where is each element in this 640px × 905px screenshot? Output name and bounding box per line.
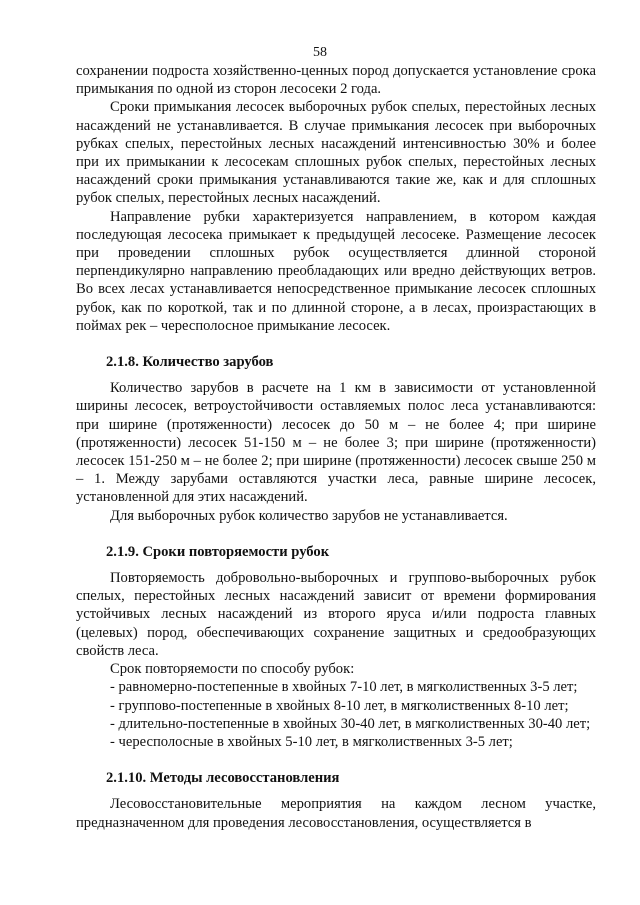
paragraph-repeatability: Повторяемость добровольно-выборочных и группово-выборочных рубок спелых, перестойных лесных насаждений зависит от времени формирования устойчивых лесных насаждений из второго яруса и/или подроста главных (целевых) пород, обеспечивающих сохранение защитных и средообразующих свойств леса. (76, 570, 596, 659)
paragraph-cuts-count: Количество зарубов в расчете на 1 км в зависимости от установленной ширины лесосек, ветроустойчивости оставляемых полос леса устанавливаются: при ширине (протяженности) лесосек до 50 м – не более 4; при ширине (протяженности) лесосек 51-150 м – не более 3; при ширине (протяженности) лесосек 151-250 м – не более 2; при ширине (протяженности) лесосек свыше 250 м – 1. Между зарубами оставляются участки леса, равные ширине лесосек, установленной для этих насаждений. (76, 380, 596, 506)
list-item: - длительно-постепенные в хвойных 30-40 лет, в мягколиственных 30-40 лет; (110, 715, 591, 732)
paragraph-reforestation: Лесовосстановительные мероприятия на каждом лесном участке, предназначенном для проведения лесовосстановления, осуществляется в (76, 796, 596, 831)
paragraph-repeat-by-method: Срок повторяемости по способу рубок: (110, 661, 355, 678)
section-heading-repeat-terms: 2.1.9. Сроки повторяемости рубок (106, 543, 330, 560)
page-number: 58 (313, 45, 327, 60)
list-item: - равномерно-постепенные в хвойных 7-10 лет, в мягколиственных 3-5 лет; (110, 679, 578, 696)
section-heading-reforestation: 2.1.10. Методы лесовосстановления (106, 770, 340, 787)
paragraph-adjacency-terms: Сроки примыкания лесосек выборочных рубок спелых, перестойных лесных насаждений не устанавливается. В случае примыкания лесосек при выборочных рубках спелых, перестойных лесных насаждений интенсивностью 30% и более при их примыкании к лесосекам сплошных рубок спелых, перестойных лесных насаждений сроки примыкания устанавливаются такие же, как и для сплошных рубок спелых, перестойных лесных насаждений. (76, 99, 596, 207)
section-heading-cuts-count: 2.1.8. Количество зарубов (106, 354, 274, 371)
page-body (76, 62, 596, 832)
list-item: - чересполосные в хвойных 5-10 лет, в мягколиственных 3-5 лет; (110, 733, 513, 750)
paragraph-continuation: сохранении подроста хозяйственно-ценных пород допускается установление срока примыкания по одной из сторон лесосеки 2 года. (76, 63, 596, 98)
paragraph-selective-cuts: Для выборочных рубок количество зарубов не устанавливается. (110, 507, 508, 524)
paragraph-felling-direction: Направление рубки характеризуется направлением, в котором каждая последующая лесосека примыкает к предыдущей лесосеке. Размещение лесосек при проведении сплошных рубок осуществляется длинной стороной перпендикулярно направлению преобладающих или вредно действующих ветров. Во всех лесах устанавливается непосредственное примыкание лесосек сплошных рубок, как по короткой, так и по длинной стороне, а в лесах, произрастающих в поймах рек – чересполосное примыкание лесосек. (76, 208, 596, 334)
list-item: - группово-постепенные в хвойных 8-10 лет, в мягколиственных 8-10 лет; (110, 697, 569, 714)
